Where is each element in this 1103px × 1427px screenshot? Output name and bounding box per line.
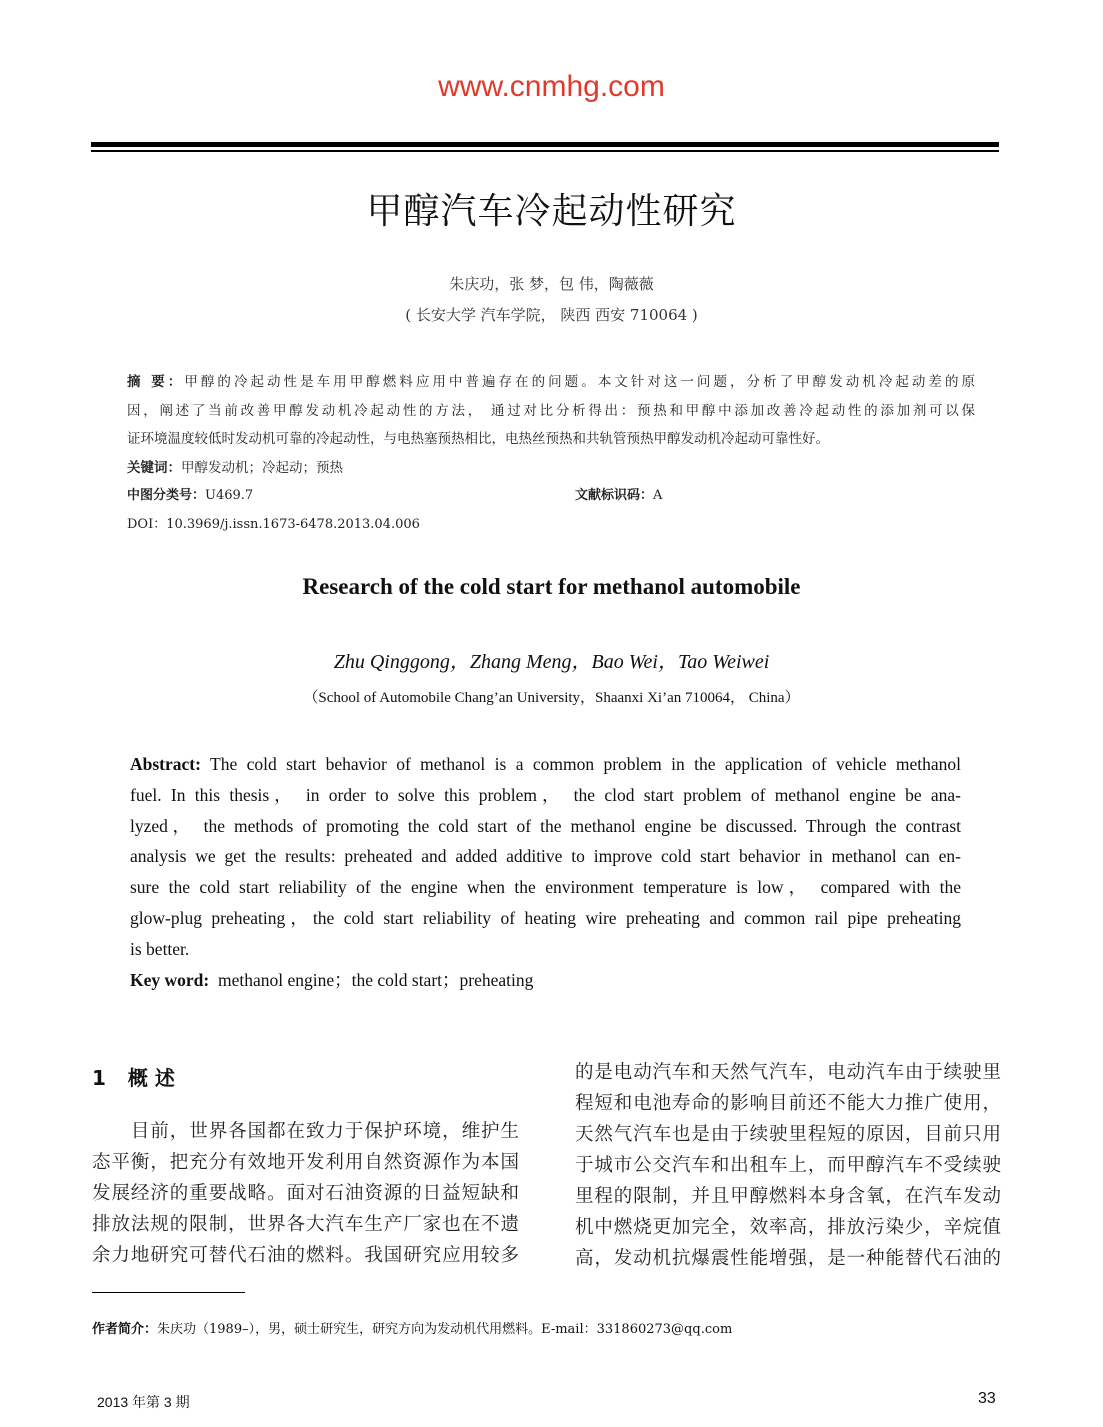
doc-code-label: 文献标识码： [575,488,654,503]
body-line: 发展经济的重要战略。面对石油资源的日益短缺和 [92,1183,519,1204]
en-keywords-text: methanol engine；the cold start；preheating [217,969,534,990]
section-number: 1 [92,1066,106,1090]
footnote-label: 作者简介： [92,1322,158,1337]
en-abstract-line: fuel. In this thesis， in order to solve this problem， the clod start problem of methanol engine be ana- [130,784,961,805]
doi-label: DOI： [127,516,167,532]
cn-abstract-label: 摘 要： [127,374,185,390]
en-abstract-line [130,749,961,780]
body-line: 的是电动汽车和天然气汽车，电动汽车由于续驶里 [575,1062,1001,1083]
cn-abstract-text: 甲醇的冷起动性是车用甲醇燃料应用中普遍存在的问题。本文针对这一问题，分析了甲醇发动机冷起动差的原 [184,374,975,390]
author-footnote [92,1318,732,1337]
section-heading [92,1062,175,1091]
en-abstract-line: glow-plug preheating，the cold start reliability of heating wire preheating and common rail pipe preheating [130,907,961,928]
watermark: www.cnmhg.com [438,70,665,103]
en-abstract-label: Abstract: [130,754,201,774]
right-column [575,1057,1001,1274]
en-abstract-line: analysis we get the results: preheated and added additive to improve cold start behavior in methanol can en- [130,846,961,867]
en-abstract-line: is better. [130,938,190,959]
english-affiliation: （School of Automobile Chang’an University，Shaanxi Xi’an 710064， China） [303,690,800,706]
english-abstract [130,749,961,995]
english-title: Research of the cold start for methanol automobile [302,574,801,599]
english-authors: Zhu Qinggong，Zhang Meng，Bao Wei，Tao Weiwei [333,651,770,673]
doc-code-value: A [653,488,663,503]
affiliation: ( 长安大学 汽车学院， 陕西 西安 710064 ) [405,306,698,324]
doi-row [127,511,975,540]
body-line: 于城市公交汽车和出租车上，而甲醇汽车不受续驶 [575,1155,1001,1176]
cn-keywords-label: 关键词： [127,459,181,476]
authors: 朱庆功，张 梦，包 伟，陶薇薇 [449,275,654,293]
body-line: 余力地研究可替代石油的燃料。我国研究应用较多 [92,1245,519,1266]
body-line: 态平衡，把充分有效地开发利用自然资源作为本国 [92,1152,519,1173]
body-line: 高，发动机抗爆震性能增强，是一种能替代石油的 [575,1248,1001,1269]
cn-keywords [127,454,975,483]
chinese-abstract [127,368,975,539]
en-abstract-text: The cold start behavior of methanol is a common problem in the application of vehicle methanol [210,754,961,774]
en-abstract-line: sure the cold start reliability of the engine when the environment temperature is low， compared with the [130,877,961,898]
header-rule-thin [91,150,999,152]
body-line: 目前，世界各国都在致力于保护环境，维护生 [92,1121,519,1142]
en-abstract-line: lyzed， the methods of promoting the cold start of the methanol engine be discussed. Through the contrast [130,815,961,836]
cn-abstract-line: 证环境温度较低时发动机可靠的冷起动性，与电热塞预热相比，电热丝预热和共轨管预热甲醇发动机冷起动可靠性好。 [127,431,829,447]
clc-label: 中图分类号： [127,488,206,503]
section-title: 概 述 [127,1066,175,1090]
footnote-text: 朱庆功（1989–），男，硕士研究生，研究方向为发动机代用燃料。E-mail：331860273@qq.com [157,1322,733,1337]
footnote-rule [92,1292,245,1293]
body-line: 里程的限制，并且甲醇燃料本身含氧，在汽车发动 [575,1186,1001,1207]
issue-label: 2013 年第 3 期 [97,1394,190,1410]
cn-abstract-line: 因，阐述了当前改善甲醇发动机冷起动性的方法， 通过对比分析得出：预热和甲醇中添加改善冷起动性的添加剂可以保 [127,402,975,419]
left-column [92,1116,519,1271]
clc-value: U469.7 [205,488,254,503]
body-line: 机中燃烧更加完全，效率高，排放污染少，辛烷值 [575,1217,1001,1238]
page-number: 33 [978,1390,996,1407]
body-line: 程短和电池寿命的影响目前还不能大力推广使用， [575,1093,1001,1114]
cn-keywords-text: 甲醇发动机；冷起动；预热 [181,459,343,476]
doi-value: 10.3969/j.issn.1673-6478.2013.04.006 [166,516,420,532]
en-keywords [130,965,961,996]
body-line: 排放法规的限制，世界各大汽车生产厂家也在不遗 [92,1214,519,1235]
classification-row [127,482,975,511]
page-title: 甲醇汽车冷起动性研究 [366,191,737,232]
cn-abstract-line [127,368,975,397]
header-rule-thick [91,142,999,147]
en-keywords-label: Key word: [130,969,210,990]
body-line: 天然气汽车也是由于续驶里程短的原因，目前只用 [575,1124,1001,1145]
